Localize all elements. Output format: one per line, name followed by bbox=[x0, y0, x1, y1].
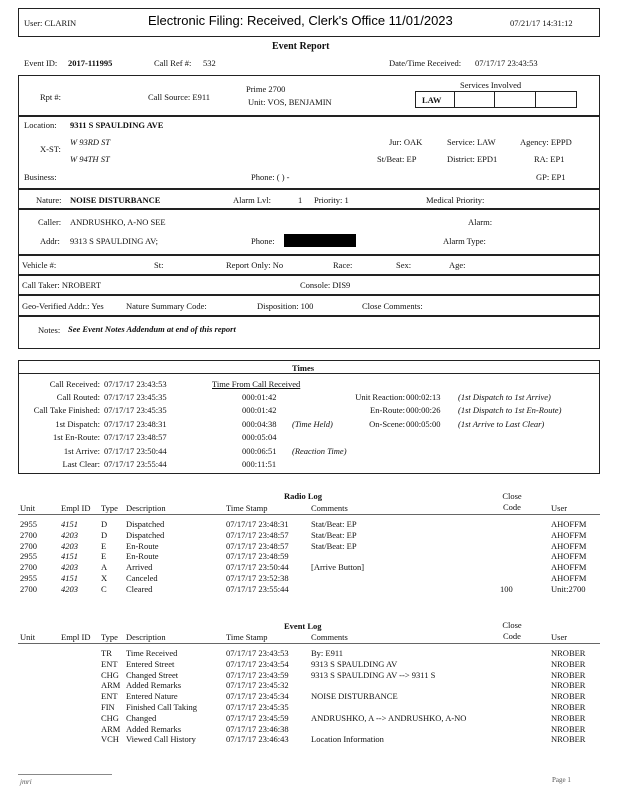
time-label: 1st Arrive: bbox=[63, 446, 100, 456]
close-code-cell bbox=[500, 573, 551, 584]
times-box bbox=[18, 360, 600, 474]
description-cell: Added Remarks bbox=[126, 680, 182, 691]
comments-cell: 9313 S SPAULDING AV --> 9311 S bbox=[311, 669, 436, 680]
log-row bbox=[20, 702, 611, 713]
elapsed-time: 000:06:51 bbox=[242, 446, 277, 456]
type-cell: ARM bbox=[101, 680, 121, 691]
user-cell: AHOFFM bbox=[551, 551, 587, 562]
description-cell: Finished Call Taking bbox=[126, 701, 198, 712]
empl-id-cell: 4151 bbox=[61, 519, 78, 529]
reaction-time-note: (Reaction Time) bbox=[292, 446, 347, 456]
agency: Agency: EPPD bbox=[520, 137, 572, 147]
type-cell: FIN bbox=[101, 701, 115, 712]
time-value: 07/17/17 23:48:57 bbox=[104, 432, 167, 442]
col-header-type: Type bbox=[101, 632, 118, 642]
comments-cell bbox=[311, 724, 500, 735]
time-stamp-cell: 07/17/17 23:48:59 bbox=[226, 551, 289, 562]
empl-id-cell: 4203 bbox=[61, 540, 78, 551]
unit-cell bbox=[20, 713, 61, 724]
radio-log-table bbox=[20, 519, 611, 595]
log-row bbox=[20, 519, 611, 530]
time-value: 07/17/17 23:43:53 bbox=[104, 379, 167, 389]
alarm-level-label: Alarm Lvl: bbox=[233, 195, 272, 205]
type-cell: CHG bbox=[101, 712, 119, 723]
time-stamp-cell: 07/17/17 23:46:38 bbox=[226, 723, 289, 734]
location-label: Location: bbox=[24, 120, 57, 130]
log-row bbox=[20, 584, 611, 595]
description-cell: Entered Nature bbox=[126, 691, 178, 702]
close-code-cell: 100 bbox=[500, 583, 513, 594]
district: District: EPD1 bbox=[447, 154, 498, 164]
received-label: Date/Time Received: bbox=[389, 58, 462, 68]
col-header-empl-id: Empl ID bbox=[61, 632, 91, 642]
empl-id-cell bbox=[61, 691, 101, 702]
time-value: 07/17/17 23:45:35 bbox=[104, 392, 167, 402]
col-header-empl-id: Empl ID bbox=[61, 503, 91, 513]
alarm-level: 1 bbox=[298, 195, 303, 205]
type-cell: ARM bbox=[101, 723, 121, 734]
radio-log-title: Radio Log bbox=[284, 491, 323, 501]
comments-cell bbox=[311, 573, 500, 584]
log-row bbox=[20, 724, 611, 735]
interval-label: Unit Reaction: bbox=[355, 392, 405, 402]
print-datetime: 07/21/17 14:31:12 bbox=[510, 18, 573, 28]
interval-label: On-Scene: bbox=[369, 419, 405, 429]
location-value: 9311 S SPAULDING AVE bbox=[70, 120, 164, 130]
log-row bbox=[20, 648, 611, 659]
times-title-rule bbox=[18, 373, 600, 374]
type-cell: D bbox=[101, 529, 108, 540]
close-code-cell bbox=[500, 551, 551, 562]
col-header-comments: Comments bbox=[311, 632, 348, 642]
close-code-cell bbox=[500, 648, 551, 659]
interval-note: (1st Arrive to Last Clear) bbox=[458, 419, 545, 429]
comments-cell: [Arrive Button] bbox=[311, 562, 365, 573]
event-log-table bbox=[20, 648, 611, 745]
redaction-bar bbox=[284, 234, 356, 247]
time-label: Call Routed: bbox=[56, 392, 100, 402]
footer-rule bbox=[18, 774, 112, 775]
close-comments-label: Close Comments: bbox=[362, 301, 423, 311]
time-stamp-cell: 07/17/17 23:45:32 bbox=[226, 680, 289, 691]
description-cell: Canceled bbox=[126, 572, 158, 583]
description-cell: Dispatched bbox=[126, 519, 165, 529]
unit-cell: 2955 bbox=[20, 519, 37, 529]
close-code-cell bbox=[500, 530, 551, 541]
event-id: 2017-111995 bbox=[68, 58, 113, 68]
col-header-comments: Comments bbox=[311, 503, 348, 513]
console: Console: DIS9 bbox=[300, 280, 351, 290]
type-cell: ENT bbox=[101, 658, 118, 669]
type-cell: ENT bbox=[101, 691, 118, 702]
empl-id-cell bbox=[61, 724, 101, 735]
unit-cell bbox=[20, 680, 61, 691]
sex-label: Sex: bbox=[396, 260, 412, 270]
nature-value: NOISE DISTURBANCE bbox=[70, 195, 161, 205]
caller-phone-label: Phone: bbox=[251, 236, 275, 246]
comments-cell: Stat/Beat: EP bbox=[311, 540, 357, 551]
user-cell: NROBER bbox=[551, 658, 586, 669]
call-taker: Call Taker: NROBERT bbox=[22, 280, 102, 290]
log-row bbox=[20, 530, 611, 541]
col-header-description: Description bbox=[126, 503, 166, 513]
vehicle-label: Vehicle #: bbox=[22, 260, 57, 270]
times-title: Times bbox=[292, 363, 315, 373]
filing-banner: Electronic Filing: Received, Clerk's Office 11/01/2023 bbox=[148, 13, 453, 28]
caller-box bbox=[18, 209, 600, 255]
time-stamp-cell: 07/17/17 23:45:34 bbox=[226, 691, 289, 702]
call-ref-label: Call Ref #: bbox=[154, 58, 192, 68]
unit-cell bbox=[20, 691, 61, 702]
col-header-close-code: Close Code bbox=[502, 491, 522, 512]
empl-id-cell bbox=[61, 702, 101, 713]
page-number: Page 1 bbox=[552, 776, 571, 784]
interval-label: En-Route: bbox=[370, 405, 405, 415]
st-label: St: bbox=[154, 260, 164, 270]
jurisdiction: Jur: OAK bbox=[389, 137, 423, 147]
type-cell: A bbox=[101, 562, 108, 573]
vehicle-box bbox=[18, 255, 600, 275]
interval-value: 000:00:26 bbox=[406, 405, 441, 415]
services-divider bbox=[535, 91, 536, 108]
user-cell: NROBER bbox=[551, 701, 586, 712]
type-cell: X bbox=[101, 572, 108, 583]
cross-street-1: W 93RD ST bbox=[70, 137, 111, 147]
footer-left: jmri bbox=[20, 778, 32, 786]
nature-label: Nature: bbox=[36, 195, 62, 205]
description-cell: Changed Street bbox=[126, 669, 179, 680]
time-value: 07/17/17 23:48:31 bbox=[104, 419, 167, 429]
notes-text: See Event Notes Addendum at end of this report bbox=[68, 324, 236, 334]
notes-label: Notes: bbox=[38, 325, 61, 335]
empl-id-cell bbox=[61, 659, 101, 670]
unit-cell bbox=[20, 670, 61, 681]
user-cell: NROBER bbox=[551, 680, 586, 691]
caller-name: ANDRUSHKO, A-NO SEE bbox=[70, 217, 166, 227]
elapsed-time: 000:04:38 bbox=[242, 419, 277, 429]
time-stamp-cell: 07/17/17 23:46:43 bbox=[226, 734, 289, 745]
age-label: Age: bbox=[449, 260, 466, 270]
description-cell: Cleared bbox=[126, 583, 153, 594]
user-cell: NROBER bbox=[551, 669, 586, 680]
call-source: Call Source: E911 bbox=[148, 92, 211, 102]
time-stamp-cell: 07/17/17 23:43:59 bbox=[226, 669, 289, 680]
col-header-time-stamp: Time Stamp bbox=[226, 503, 268, 513]
empl-id-cell bbox=[61, 713, 101, 724]
log-row bbox=[20, 691, 611, 702]
elapsed-time: 000:11:51 bbox=[242, 459, 277, 469]
unit-cell: 2955 bbox=[20, 551, 37, 562]
type-cell: CHG bbox=[101, 669, 119, 680]
close-code-cell bbox=[500, 724, 551, 735]
comments-cell bbox=[311, 680, 500, 691]
elapsed-time: 000:01:42 bbox=[242, 405, 277, 415]
col-header-user: User bbox=[551, 503, 568, 513]
unit-cell bbox=[20, 702, 61, 713]
comments-cell bbox=[311, 551, 500, 562]
description-cell: En-Route bbox=[126, 540, 159, 551]
gp: GP: EP1 bbox=[536, 172, 566, 182]
interval-note: (1st Dispatch to 1st Arrive) bbox=[458, 392, 551, 402]
empl-id-cell: 4203 bbox=[61, 583, 78, 594]
geo-verified: Geo-Verified Addr.: Yes bbox=[22, 301, 104, 311]
close-code-cell bbox=[500, 734, 551, 745]
comments-cell bbox=[311, 702, 500, 713]
time-stamp-cell: 07/17/17 23:50:44 bbox=[226, 562, 289, 573]
log-row bbox=[20, 713, 611, 724]
user-cell: NROBER bbox=[551, 723, 586, 734]
comments-cell: 9313 S SPAULDING AV bbox=[311, 658, 398, 669]
ra: RA: EP1 bbox=[534, 154, 565, 164]
caller-label: Caller: bbox=[38, 217, 62, 227]
interval-value: 000:02:13 bbox=[406, 392, 441, 402]
close-code-cell bbox=[500, 519, 551, 530]
xst-label: X-ST: bbox=[40, 144, 61, 154]
log-row bbox=[20, 573, 611, 584]
close-code-cell bbox=[500, 680, 551, 691]
description-cell: Changed bbox=[126, 712, 157, 723]
medical-priority: Medical Priority: bbox=[426, 195, 485, 205]
user-cell: Unit:2700 bbox=[551, 583, 586, 594]
close-code-cell bbox=[500, 702, 551, 713]
user-cell: AHOFFM bbox=[551, 562, 587, 573]
close-code-cell bbox=[500, 562, 551, 573]
service-law: LAW bbox=[422, 95, 442, 105]
report-title: Event Report bbox=[272, 41, 330, 52]
assigned-unit: Unit: VOS, BENJAMIN bbox=[248, 97, 332, 107]
empl-id-cell: 4151 bbox=[61, 572, 78, 583]
time-stamp-cell: 07/17/17 23:48:57 bbox=[226, 529, 289, 540]
col-header-type: Type bbox=[101, 503, 118, 513]
time-stamp-cell: 07/17/17 23:52:38 bbox=[226, 572, 289, 583]
unit-cell: 2700 bbox=[20, 562, 37, 573]
user-cell: AHOFFM bbox=[551, 540, 587, 551]
close-code-cell bbox=[500, 541, 551, 552]
time-stamp-cell: 07/17/17 23:55:44 bbox=[226, 583, 289, 594]
unit-cell: 2700 bbox=[20, 583, 37, 594]
event-id-label: Event ID: bbox=[24, 58, 58, 68]
description-cell: Entered Street bbox=[126, 658, 175, 669]
services-involved-label: Services Involved bbox=[460, 80, 522, 90]
col-header-unit: Unit bbox=[20, 503, 36, 513]
type-cell: C bbox=[101, 583, 107, 594]
log-row bbox=[20, 734, 611, 745]
unit-cell bbox=[20, 648, 61, 659]
log-row bbox=[20, 680, 611, 691]
radio-log-rule bbox=[18, 514, 600, 515]
close-code-cell bbox=[500, 659, 551, 670]
received-time: 07/17/17 23:43:53 bbox=[475, 58, 538, 68]
stat-beat: St/Beat: EP bbox=[377, 154, 417, 164]
time-value: 07/17/17 23:55:44 bbox=[104, 459, 167, 469]
time-label: 1st En-Route: bbox=[53, 432, 100, 442]
alarm-label: Alarm: bbox=[468, 217, 493, 227]
user-label: User: CLARIN bbox=[24, 18, 77, 28]
services-divider bbox=[494, 91, 495, 108]
type-cell: TR bbox=[101, 648, 112, 658]
log-row bbox=[20, 562, 611, 573]
elapsed-time: 000:05:04 bbox=[242, 432, 277, 442]
time-value: 07/17/17 23:45:35 bbox=[104, 405, 167, 415]
type-cell: D bbox=[101, 519, 108, 529]
empl-id-cell: 4203 bbox=[61, 562, 78, 573]
time-stamp-cell: 07/17/17 23:43:53 bbox=[226, 648, 289, 658]
empl-id-cell bbox=[61, 680, 101, 691]
business-label: Business: bbox=[24, 172, 57, 182]
time-stamp-cell: 07/17/17 23:43:54 bbox=[226, 658, 289, 669]
log-row bbox=[20, 541, 611, 552]
close-code-cell bbox=[500, 670, 551, 681]
time-label: Call Take Finished: bbox=[33, 405, 100, 415]
comments-cell: Stat/Beat: EP bbox=[311, 529, 357, 540]
unit-cell bbox=[20, 659, 61, 670]
close-code-cell bbox=[500, 713, 551, 724]
prime-unit: Prime 2700 bbox=[246, 84, 286, 94]
time-stamp-cell: 07/17/17 23:45:35 bbox=[226, 701, 289, 712]
alarm-type-label: Alarm Type: bbox=[443, 236, 486, 246]
time-stamp-cell: 07/17/17 23:48:57 bbox=[226, 540, 289, 551]
type-cell: E bbox=[101, 551, 107, 562]
user-cell: NROBER bbox=[551, 648, 586, 658]
log-row bbox=[20, 670, 611, 681]
comments-cell: By: E911 bbox=[311, 648, 344, 658]
empl-id-cell bbox=[61, 648, 101, 659]
description-cell: Viewed Call History bbox=[126, 734, 196, 745]
time-label: Call Received: bbox=[49, 379, 100, 389]
comments-cell: NOISE DISTURBANCE bbox=[311, 691, 398, 702]
time-held-note: (Time Held) bbox=[292, 419, 333, 429]
call-ref: 532 bbox=[203, 58, 216, 68]
event-log-title: Event Log bbox=[284, 621, 322, 631]
description-cell: En-Route bbox=[126, 551, 159, 562]
log-row bbox=[20, 551, 611, 562]
description-cell: Arrived bbox=[126, 562, 153, 573]
user-cell: NROBER bbox=[551, 712, 586, 723]
col-header-unit: Unit bbox=[20, 632, 36, 642]
interval-note: (1st Dispatch to 1st En-Route) bbox=[458, 405, 562, 415]
time-label: 1st Dispatch: bbox=[55, 419, 100, 429]
empl-id-cell bbox=[61, 670, 101, 681]
col-header-user: User bbox=[551, 632, 568, 642]
description-cell: Added Remarks bbox=[126, 723, 182, 734]
service: Service: LAW bbox=[447, 137, 496, 147]
rpt-label: Rpt #: bbox=[40, 92, 62, 102]
empl-id-cell bbox=[61, 734, 101, 745]
nature-summary-code: Nature Summary Code: bbox=[126, 301, 207, 311]
user-cell: AHOFFM bbox=[551, 572, 587, 583]
services-divider bbox=[454, 91, 455, 108]
description-cell: Time Received bbox=[126, 648, 178, 658]
unit-cell: 2955 bbox=[20, 572, 37, 583]
addr-label: Addr: bbox=[40, 236, 60, 246]
col-header-time-stamp: Time Stamp bbox=[226, 632, 268, 642]
priority: Priority: 1 bbox=[314, 195, 349, 205]
caller-address: 9313 S SPAULDING AV; bbox=[70, 236, 158, 246]
empl-id-cell: 4203 bbox=[61, 529, 78, 540]
empl-id-cell: 4151 bbox=[61, 551, 78, 562]
time-stamp-cell: 07/17/17 23:45:59 bbox=[226, 712, 289, 723]
race-label: Race: bbox=[333, 260, 353, 270]
time-value: 07/17/17 23:50:44 bbox=[104, 446, 167, 456]
type-cell: VCH bbox=[101, 734, 119, 745]
interval-value: 000:05:00 bbox=[406, 419, 441, 429]
report-only: Report Only: No bbox=[226, 260, 284, 270]
comments-cell: Location Information bbox=[311, 734, 384, 745]
time-from-label: Time From Call Received bbox=[212, 379, 301, 389]
user-cell: NROBER bbox=[551, 734, 586, 745]
comments-cell: Stat/Beat: EP bbox=[311, 519, 357, 529]
type-cell: E bbox=[101, 540, 107, 551]
comments-cell: ANDRUSHKO, A --> ANDRUSHKO, A-NO bbox=[311, 712, 467, 723]
unit-cell bbox=[20, 734, 61, 745]
col-header-description: Description bbox=[126, 632, 166, 642]
unit-cell bbox=[20, 724, 61, 735]
close-code-cell bbox=[500, 691, 551, 702]
description-cell: Dispatched bbox=[126, 529, 165, 540]
user-cell: AHOFFM bbox=[551, 529, 587, 540]
unit-cell: 2700 bbox=[20, 529, 37, 540]
user-cell: AHOFFM bbox=[551, 519, 587, 529]
elapsed-time: 000:01:42 bbox=[242, 392, 277, 402]
time-label: Last Clear: bbox=[62, 459, 100, 469]
time-stamp-cell: 07/17/17 23:48:31 bbox=[226, 519, 289, 529]
cross-street-2: W 94TH ST bbox=[70, 154, 110, 164]
comments-cell bbox=[311, 584, 500, 595]
business-phone: Phone: ( ) - bbox=[251, 172, 290, 182]
log-row bbox=[20, 659, 611, 670]
event-log-rule bbox=[18, 643, 600, 644]
unit-cell: 2700 bbox=[20, 540, 37, 551]
col-header-close-code: Close Code bbox=[502, 620, 522, 641]
disposition: Disposition: 100 bbox=[257, 301, 314, 311]
user-cell: NROBER bbox=[551, 691, 586, 702]
